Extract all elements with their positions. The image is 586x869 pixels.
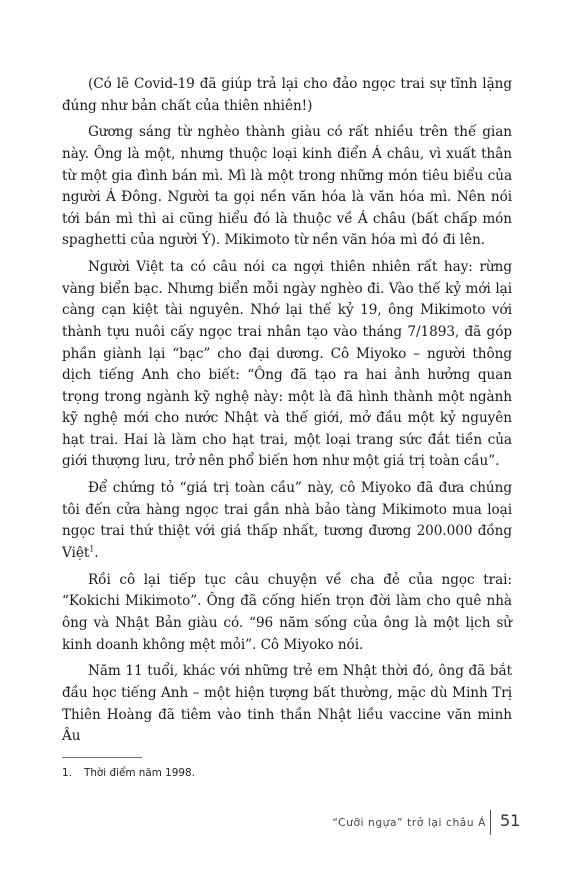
footnote-number: 1. [62,767,72,779]
footnote [62,766,512,780]
paragraph-3 [62,257,512,473]
paragraph-2-text: Gương sáng từ nghèo thành giàu có rất nhiều trên thế gian này. Ông là một, nhưng thuộc loại kinh điển Á châu, vì xuất thân từ một gia đình bán mì. Mì là một trong những món tiêu biểu của người Á Đông. Người ta gọi nền văn hóa là văn hóa mì. Nên nói tới bán mì thì ai cũng hiểu đó là thuộc về Á châu (bất chấp món spaghetti của người Ý). Mikimoto từ nền văn hóa mì đó đi lên. [62,124,512,249]
body-text [62,74,512,753]
paragraph-1 [62,74,512,117]
paragraph-5 [62,570,512,656]
paragraph-4-end: . [94,545,99,562]
footnote-divider [62,757,142,758]
paragraph-2 [62,122,512,252]
paragraph-6 [62,661,512,747]
footnote-reference: 1 [89,544,95,554]
footnote-text: Thời điểm năm 1998. [84,767,195,779]
page-number: 51 [500,811,521,830]
running-footer-title: “Cưỡi ngựa” trở lại châu Á [332,817,486,829]
paragraph-4 [62,478,512,564]
footer-divider [490,810,491,835]
paragraph-5-text: Rồi cô lại tiếp tục câu chuyện về cha đẻ của ngọc trai: “Kokichi Mikimoto”. Ông đã cống hiến trọn đời làm cho quê nhà ông và Nhật Bản giàu có. “96 năm sống của ông là một lịch sử kinh doanh không mệt mỏi”. Cô Miyoko nói. [62,571,512,653]
paragraph-6-text: Năm 11 tuổi, khác với những trẻ em Nhật thời đó, ông đã bắt đầu học tiếng Anh – một hiện tượng bất thường, mặc dù Minh Trị Thiên Hoàng đã tiêm vào tinh thần Nhật liều vaccine văn minh Âu [62,663,512,745]
paragraph-1-text: (Có lẽ Covid-19 đã giúp trả lại cho đảo ngọc trai sự tĩnh lặng đúng như bản chất của thiên nhiên!) [62,76,512,114]
paragraph-4-text: Để chứng tỏ “giá trị toàn cầu” này, cô Miyoko đã đưa chúng tôi đến cửa hàng ngọc trai gần nhà bảo tàng Mikimoto mua loại ngọc trai thứ thiệt với giá thấp nhất, tương đương 200.000 đồng Việt [62,480,512,562]
paragraph-3-text: Người Việt ta có câu nói ca ngợi thiên nhiên rất hay: rừng vàng biển bạc. Nhưng biển mỗi ngày nghèo đi. Vào thế kỷ mới lại càng cạn kiệt tài nguyên. Nhớ lại thế kỷ 19, ông Mikimoto với thành tựu nuôi cấy ngọc trai nhân tạo vào tháng 7/1893, đã góp phần giành lại “bạc” cho đại dương. Cô Miyoko – người thông dịch tiếng Anh cho biết: “Ông đã tạo ra hai ảnh hưởng quan trọng trong ngành kỹ nghệ này: một là đã hình thành một ngành kỹ nghệ mới cho nước Nhật và thế giới, mở đầu một kỷ nguyên hạt trai. Hai là làm cho hạt trai, một loại trang sức đắt tiền của giới thượng lưu, trở nên phổ biến hơn như một giá trị toàn cầu”. [62,259,512,470]
